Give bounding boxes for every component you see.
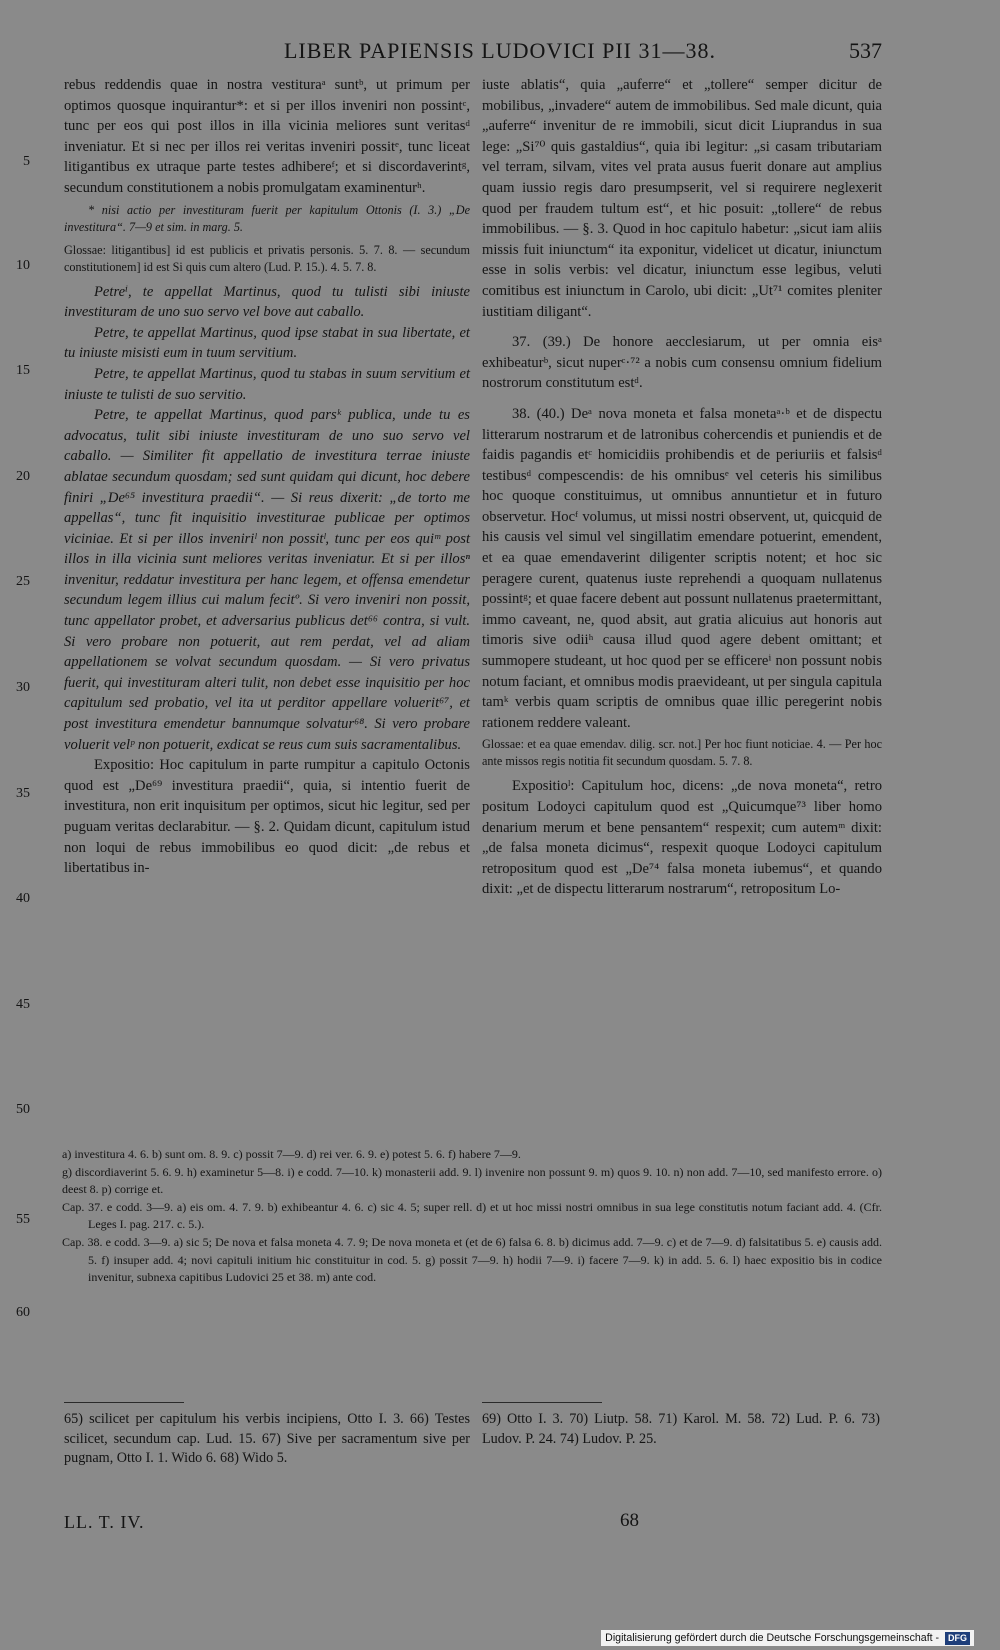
left-text-column xyxy=(64,75,470,879)
numbered-footnotes-right xyxy=(482,1410,880,1449)
line-number: 35 xyxy=(16,786,30,801)
sheet-number: 68 xyxy=(620,1510,639,1531)
formula-paragraph: Petreⁱ, te appellat Martinus, quod tu tulisti sibi iniuste investituram de uno suo servo vel bove aut caballo. xyxy=(64,283,470,321)
chapter-37: 37. (39.) De honore aecclesiarum, ut per omnia eisᵃ exhibeaturᵇ, sicut nuperᶜ·⁷² a nobis cum consensu omnium fidelium nostrorum constitutum estᵈ. xyxy=(482,334,882,392)
line-number: 50 xyxy=(16,1102,30,1117)
page-number: 537 xyxy=(849,38,882,63)
formula-paragraph: Petre, te appellat Martinus, quod ipse stabat in sua libertate, et tu iniuste misisti eum in tuum servitium. xyxy=(64,324,470,362)
chapter-38: 38. (40.) Deᵃ nova moneta et falsa monetaᵃ·ᵇ et de dispectu litterarum nostrarum et de latronibus cohercendis et puniendis et de faidis pagandis etᶜ homicidiis prohibendis et de periuriis et falsisᵈ testibusᵈ compescendis: de his omnibusᵉ vel ceteris his similibus hoc quoque constituimus, ut omnibus annuntietur et in futuro observetur. Hocᶠ volumus, ut missi nostri observent, ut, quicquid de his causis vel simul vel singillatim emendare potuerint, emendent, et ea quae emendaverint diligenter scriptis notent; et hoc sic peragere curent, quatenus iuste reprehendi a quoquam nullatenus possintᵍ; et quae facere debent aut possunt nullatenus praetermittant, immo caveant, ne, quod absit, aut gratia alicuius aut honoris aut timoris sive odiiʰ causa illud quod agere debent omittant; et summopere studeant, ut hoc quod per se efficereⁱ non possunt nobis notum faciant, et omnibus modis praevideant, ut per singula capitula tamᵏ verbis quam scriptis de omnibus quae illic peregerint nobis rationem reddere valeant. xyxy=(482,405,883,731)
signature-mark: LL. T. IV. xyxy=(64,1512,145,1532)
credit-text: Digitalisierung gefördert durch die Deutsche Forschungsgemeinschaft - xyxy=(605,1632,940,1644)
digitization-credit xyxy=(601,1630,974,1646)
line-number: 40 xyxy=(16,891,30,906)
right-text-column xyxy=(482,75,882,900)
glossae: Glossae: et ea quae emendav. dilig. scr. not.] Per hoc fiunt noticiae. 4. — Per hoc ante missos regis notitia fit secundum quosdam. 5. 7. 8. xyxy=(482,737,882,769)
footnote-line: a) investitura 4. 6. b) sunt om. 8. 9. c) possit 7—9. d) rei ver. 6. 9. e) potest 5. 6. f) habere 7—9. xyxy=(62,1147,521,1161)
glossae: Glossae: litigantibus] id est publicis et privatis personis. 5. 7. 8. — secundum constitutionem] id est Si quis cum altero (Lud. P. 15.). 4. 5. 7. 8. xyxy=(64,242,470,274)
line-number: 20 xyxy=(16,469,30,484)
line-number: 5 xyxy=(23,154,30,169)
line-number: 15 xyxy=(16,363,30,378)
variant-footnotes xyxy=(62,1146,882,1287)
line-number: 30 xyxy=(16,680,30,695)
dfg-logo-icon: DFG xyxy=(945,1632,970,1645)
footnote-rule xyxy=(64,1402,184,1403)
footnote-line: Cap. 37. e codd. 3—9. a) eis om. 4. 7. 9. b) exhibeantur 4. 6. c) sic 4. 5; super rell. d) et ut hoc missi nostri omnibus in sua lege constitutis notum faciant add. 4. (Cfr. Leges I. pag. 217. c. 5.). xyxy=(62,1199,882,1232)
running-header xyxy=(0,38,1000,68)
paragraph: iuste ablatis“, quia „auferre“ et „tollere“ semper dicitur de mobilibus, „invadere“ autem de immobilibus. Sed male dicunt, quia „auferre“ invenitur de re immobili, sicut dicit Liuprandus in sua lege: „Si⁷⁰ quis gastaldius“, quia ibi legitur: „si casam tributariam vel terram, silvam, vites vel prata ausus fuerit donare aut amplius quam iussio regis daro presumpserit, vel si requirere neglexerit quod per fraudem tultum est“, et hic posuit: „tollere“ de rebus immobilibus. — §. 3. Quod in hoc capitulo habetur: „sicut iam aliis missis fuit iniunctum“ ita exponitur, videlicet ut dicatur, iniunctum esse in solis verbis: vel dicatur, iniunctum esse legibus, veluti comitibus est iniunctum in Carolo, ubi dicit: „Ut⁷¹ comites pleniter iustitiam diligant“. xyxy=(482,77,882,320)
footnote-text: 65) scilicet per capitulum his verbis incipiens, Otto I. 3. 66) Testes scilicet, secundum cap. Lud. 15. 67) Sive per sacramentum sive per pugnam, Otto I. 1. Wido 6. 68) Wido 5. xyxy=(64,1411,470,1466)
line-number: 45 xyxy=(16,997,30,1012)
line-number: 10 xyxy=(16,258,30,273)
line-number: 60 xyxy=(16,1305,30,1320)
numbered-footnotes-left xyxy=(64,1410,470,1469)
footnote-line: Cap. 38. e codd. 3—9. a) sic 5; De nova et falsa moneta 4. 7. 9; De nova moneta et (et de 6) falsa 6. 8. b) dicimus add. 7—9. c) et de 7—9. d) falsitatibus 5. e) causis add. 5. f) insuper add. 4; novi capituli initium hic constituitur in cod. 5. g) possit 7—9. h) hodii 7—9. i) facere 7—9. k) in add. 5. 6. l) haec expositio bis in codice invenitur, subnexa capitibus Ludovici 25 et 38. m) ante cod. xyxy=(62,1234,882,1285)
expositio-paragraph: Expositio: Hoc capitulum in parte rumpitur a capitulo Octonis quod est „De⁶⁹ investitura praedii“, quia, si intentio fuerit de investitura, non erit inquisitum per optimos, sicut hic legitur, sed per puguam veritas declarabitur. — §. 2. Quidam dicunt, capitulum istud non loqui de rebus immobilibus eo quod dicit: „de rebus et libertatibus in- xyxy=(64,757,470,877)
line-number: 25 xyxy=(16,574,30,589)
paragraph: rebus reddendis quae in nostra vestituraᵃ suntᵇ, ut primum per optimos quosque inquirantur*: et si per illos inveniri non possintᶜ, tunc per eos qui post illos in illa vicinia meliores sunt veritasᵈ inveniatur. Et si nec per illos rei veritas inveniri possitᵉ, tunc liceat litigantibus ex utraque parte testes adhibereᶠ; et si discordaverintᵍ, secundum constitutionem a nobis promulgatam examinenturʰ. xyxy=(64,77,470,196)
line-number: 55 xyxy=(16,1212,30,1227)
expositio-paragraph: Expositioˡ: Capitulum hoc, dicens: „de nova moneta“, retro positum Lodoyci capitulum quod est „Quicumque⁷³ liber homo denarium merum et bene pensantem“ respexit; cum autemᵐ dixit: „de falsa moneta dicimus“, respexit quoque Lodoyci capitulum retropositum quod est „De⁷⁴ falsa moneta iubemus“, et quando dixit: „et de dispectu litterarum nostrarum“, retropositum Lo- xyxy=(482,778,882,898)
running-title: LIBER PAPIENSIS LUDOVICI PII 31—38. xyxy=(283,38,717,63)
footnote-line: g) discordiaverint 5. 6. 9. h) examinetur 5—8. i) e codd. 7—10. k) monasterii add. 9. l) invenire non possunt 9. m) quos 9. 10. n) non add. 7—10, sed manifesto errore. o) deest 8. p) corrige et. xyxy=(62,1164,882,1197)
footnote-rule xyxy=(482,1402,602,1403)
footnote-text: 69) Otto I. 3. 70) Liutp. 58. 71) Karol. M. 58. 72) Lud. P. 6. 73) Ludov. P. 24. 74) Ludov. P. 25. xyxy=(482,1411,880,1447)
marginal-note: * nisi actio per investituram fuerit per kapitulum Ottonis (I. 3.) „De investitura“. 7—9 et sim. in marg. 5. xyxy=(64,202,470,234)
formula-paragraph: Petre, te appellat Martinus, quod parsᵏ publica, unde tu es advocatus, tulit sibi iniuste investituram de uno suo servo vel caballo. — Similiter fit appellatio de investitura terrae iniuste ablatae secundum quosdam; sed sunt quidam qui dicunt, hoc debere finiri „De⁶⁵ investitura praedii“. — Si reus dixerit: „de torto me appellas“, tunc fit inquisitio investiturae publicae per optimos viciniae. Et si per illos inveniriˡ non possitˡ, tunc per eos quiᵐ post illos in illa vicinia sunt meliores veritas inveniatur. Et si per illosⁿ invenitur, reddatur investitura per hanc legem, et offensa emendetur secundum legem illius cui malum fecitº. Si vero inveniri non possit, tunc appellator probet, et adversarius publicus det⁶⁶ contra, si vult. Si vero probare non potuerit, aut rem perdat, vel ad aliam appellationem se volvat secundum quosdam. — Si vero privatus fuerit, qui investituram alteri tulit, non debet esse inquisitio per hoc capitulum sed probatio, vel ita ut perditor appellare voluerit⁶⁷, et post investitura emendetur bannumque solvatur⁶⁸. Si vero probare voluerit velᵖ non potuerit, exdicat se reus cum suis sacramentalibus. xyxy=(64,407,470,753)
formula-paragraph: Petre, te appellat Martinus, quod tu stabas in suum servitium et iniuste te tulisti de suo servitio. xyxy=(64,365,470,403)
